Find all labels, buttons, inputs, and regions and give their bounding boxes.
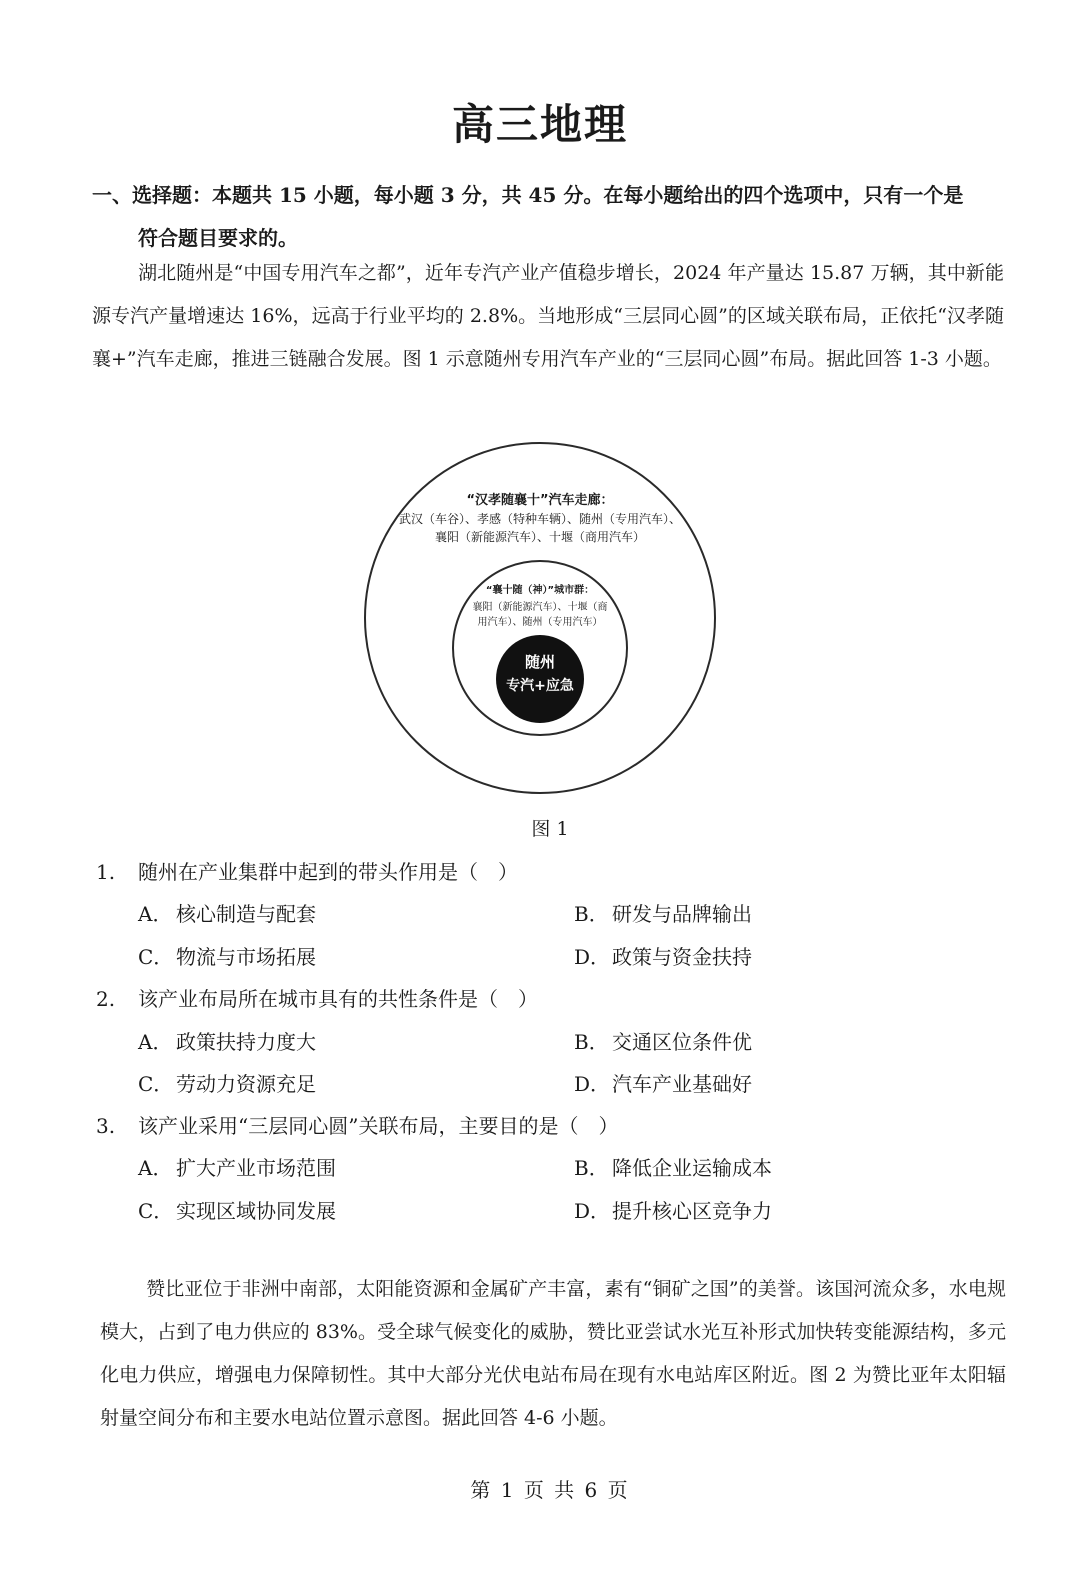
question-3-option-b: B． 降低企业运输成本: [574, 1156, 772, 1180]
page-title: 高三地理: [451, 100, 628, 149]
question-3-option-a: A． 扩大产业市场范围: [138, 1156, 336, 1180]
passage-2-text: 赞比亚位于非洲中南部，太阳能资源和金属矿产丰富，素有“铜矿之国”的美誉。该国河流众多，水电规模大，占到了电力供应的 83%。受全球气候变化的威胁，赞比亚尝试水光互补形式加快转变能源结构，多元化电力供应，增强电力保障韧性。其中大部分光伏电站布局在现有水电站库区附近。图 2 为赞比亚年太阳辐射量空间分布和主要水电站位置示意图。据此回答 4-6 小题。: [100, 1278, 1006, 1429]
outer-ring-title: “汉孝随襄十”汽车走廊：: [466, 493, 614, 508]
question-1: [96, 857, 518, 887]
question-2-number: 2.: [96, 987, 116, 1011]
question-1-option-d: D．政策与资金扶持: [574, 945, 752, 969]
section-heading: [92, 174, 1012, 260]
question-1-stem: 随州在产业集群中起到的带头作用是（ ）: [138, 860, 518, 884]
core-label-city: 随州: [524, 653, 556, 671]
middle-ring-title: “襄十随（神）”城市群：: [485, 585, 595, 596]
question-2-option-d: D．汽车产业基础好: [574, 1072, 752, 1096]
question-1-option-a: A． 核心制造与配套: [138, 902, 316, 926]
figure-1-svg: [360, 438, 720, 798]
question-1-number: 1.: [96, 860, 116, 884]
outer-ring-line2: 襄阳（新能源汽车）、十堰（商用汽车）: [434, 530, 646, 544]
passage-1-text: 湖北随州是“中国专用汽车之都”，近年专汽产业产值稳步增长，2024 年产量达 15.87 万辆，其中新能源专汽产量增速达 16%，远高于行业平均的 2.8%。当地形成“三层同心圆”的区域关联布局，正依托“汉孝随襄+”汽车走廊，推进三链融合发展。图 1 示意随州专用汽车产业的“三层同心圆”布局。据此回答 1-3 小题。: [92, 262, 1004, 370]
question-3-stem: 该产业采用“三层同心圆”关联布局，主要目的是（ ）: [138, 1114, 619, 1138]
section-heading-line1: 一、选择题：本题共 15 小题，每小题 3 分，共 45 分。在每小题给出的四个选项中，只有一个是: [92, 183, 964, 207]
core-label-industry: 专汽+应急: [506, 678, 574, 694]
question-3-option-c: C． 实现区域协同发展: [138, 1199, 336, 1223]
question-2: [96, 984, 538, 1014]
page-footer: 第 1 页 共 6 页: [470, 1478, 630, 1502]
outer-ring-line1: 武汉（车谷）、孝感（特种车辆）、随州（专用汽车）、: [398, 512, 682, 526]
passage-1: [92, 252, 1004, 381]
question-2-option-b: B． 交通区位条件优: [574, 1030, 752, 1054]
question-2-option-a: A． 政策扶持力度大: [138, 1030, 316, 1054]
question-2-option-c: C． 劳动力资源充足: [138, 1072, 316, 1096]
question-1-option-b: B． 研发与品牌输出: [574, 902, 752, 926]
question-3: [96, 1111, 618, 1141]
middle-ring-line1: 襄阳（新能源汽车）、十堰（商: [472, 602, 608, 613]
figure-1-concentric-circles: [360, 438, 720, 798]
figure-1-caption: 图 1: [531, 818, 569, 840]
question-3-number: 3.: [96, 1114, 116, 1138]
question-2-stem: 该产业布局所在城市具有的共性条件是（ ）: [138, 987, 538, 1011]
middle-ring-line2: 用汽车）、随州（专用汽车）: [477, 617, 603, 628]
passage-2: [100, 1268, 1006, 1440]
question-1-option-c: C． 物流与市场拓展: [138, 945, 316, 969]
question-3-option-d: D．提升核心区竞争力: [574, 1199, 772, 1223]
section-heading-line2: 符合题目要求的。: [138, 226, 298, 250]
